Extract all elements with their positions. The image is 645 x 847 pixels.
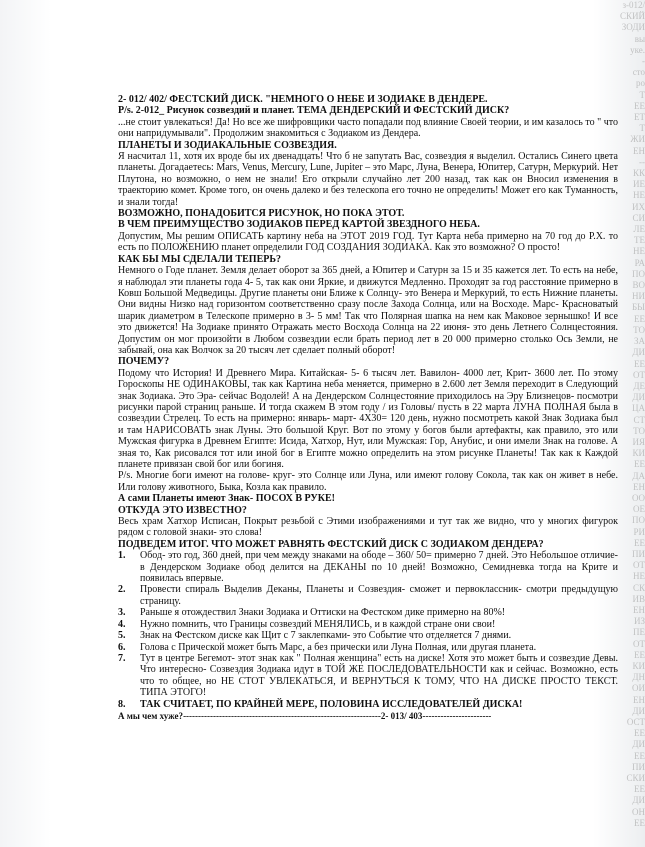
bleed-line: - [642,56,645,67]
bleed-line: ЕЕ [634,817,645,828]
bleed-line: СИ [632,212,645,223]
bleed-line: ТЕ [634,235,645,246]
list-item-text: ТАК СЧИТАЕТ, ПО КРАЙНЕЙ МЕРЕ, ПОЛОВИНА ИССЛЕДОВАТЕЛЕЙ ДИСКА! [140,698,523,710]
bleed-line: ЕЕ [634,100,645,111]
bleed-line: ОЕ [633,504,645,515]
list-item [118,630,618,641]
bleed-line: ВО [632,280,645,291]
bleed-line: вы [634,33,645,44]
footer-dashes: ------------------------------------------------------------------ [183,710,381,721]
list-item-text: Провести спираль Выделив Деканы, Планеты и Созвездия- сможет и первоклассник- смотри предыдущую страницу. [140,584,618,607]
section-paragraph: Допустим, Мы решим ОПИСАТЬ картину неба на ЭТОТ 2019 ГОД. Тут Карта неба примерно на 70 год до Р.Х. то есть по ПОЛОЖЕНИЮ планет определили ГОД СОЗДАНИЯ ЗОДИАКА. Как это возможно? О просто! [118,230,618,254]
postscript-paragraph: P/s. Многие боги имеют на голове- круг- это Солнце или Луна, или имеют голову Сокола, так как он живет в небе. Или голову животного, Быка, Козла как правило. [118,470,618,493]
bleed-line: ЕН [633,694,645,705]
list-item-number: 1. [118,550,126,562]
bleed-line: ДИ [632,347,645,358]
footer-dashes-end: ----------------------- [422,710,492,721]
list-item [118,642,618,653]
list-item-number: 8. [118,698,126,710]
bleed-line: ПО [632,268,645,279]
bleed-line: ДН [632,672,645,683]
bleed-line: ОН [632,806,645,817]
bleed-line: ИЯ [632,436,645,447]
list-item-text: Голова с Прической может быть Марс, а без прически или Луна Полная, или другая планета. [140,641,537,653]
list-item-text: Раньше я отождествил Знаки Зодиака и Оттиски на Фестском дике примерно на 80%! [140,607,506,619]
section-heading: КАК БЫ МЫ СДЕЛАЛИ ТЕПЕРЬ? [118,253,281,265]
bleed-line: ИВ [632,593,645,604]
bleed-line: ОСТ [626,717,645,727]
bleed-line: ИЗ [633,616,645,627]
bleed-line: Т [639,89,645,100]
bleed-line: КИ [632,448,645,459]
summary-list [118,550,618,710]
bleed-line: ОТ [633,638,645,649]
section-emphasis: А сами Планеты имеют Знак- ПОСОХ В РУКЕ! [118,493,335,505]
bleed-line: сто [632,67,645,78]
bleed-line: ИЕ [633,179,645,190]
bleed-line: ДЕ [633,380,645,391]
bleed-line: РА [634,257,645,268]
bleed-line: СКИ [626,773,645,784]
bleed-line: НЕ [633,571,645,582]
bleed-line: ОТ [633,369,645,380]
bleed-line: СКИЙ [619,11,645,22]
bleed-line: -- [639,156,645,167]
bleed-line: ЕН [633,604,645,615]
bleed-line: ОИ [632,683,645,694]
section-paragraph: Весь храм Хатхор Исписан, Покрыт резьбой с Этими изображениями и тут так же видно, что у многих фигурок рядом с головой знаки- это слова! [118,516,618,539]
document-subtitle: P/s. 2-012_ Рисунок созвездий и планет. ТЕМА ДЕНДЕРСКИЙ И ФЕСТСКИЙ ДИСК? [118,105,510,117]
bleed-line: Т [639,123,645,134]
section-paragraph: Немного о Годе планет. Земля делает оборот за 365 дней, а Юпитер и Сатурн за 15 и 35 кажется лет. То есть на небе, я наблюдал эти планеты года 4- 5, так как они Яркие, и движутся Медленно. Проходят за год расстояние примерно в Ковш Большой Медведицы. Другие планеты они Ближе к Солнцу- это Венера и Меркурий, то есть Нижние планеты. Они видны Низко над горизонтом соответственно сразу после Захода Солнца, или на Восходе. Марс- Красноватый шарик диаметром в Телескопе примерно в 3- 5 мм! Так что Полярная шапка на нем как Маковое зернышко! И все это движется! На Зодиаке принято Отражать место Восхода Солнца на 22 июня- это день Летнего Солнцестояния. Допустим он мог произойти в Любом созвездии если брать период лет в 20 000 примерно столько Ось Земли, не забывай, она как Волчок за 20 тысяч лет сделает полный оборот! [118,265,618,356]
bleed-line: КК [632,168,645,179]
bleed-line: СК [632,582,645,593]
bleed-line: ЕТ [634,112,645,123]
bleed-line: з-012/ [622,0,645,10]
footer-page-ref: 2- 013/ 403 [380,710,423,721]
bleed-line: ЕЕ [634,313,645,324]
list-item [118,699,618,710]
list-item [118,619,618,630]
section-paragraph: Подому что История! И Древнего Мира. Китайская- 5- 6 тысяч лет. Вавилон- 4000 лет, Крит- 3600 лет. По этому Гороскопы НЕ ОДИНАКОВЫ, так как Картина неба меняется, примерно в 2.600 лет Земля переходит в Следующий знак Зодиака. Это Эра- сейчас Водолей! А на Дендерском Солнцестояние приходилось на Эру Близнецов- посмотри рисунки парой страниц раньше. И тогда скажем В этом году / из Головы/ пусть в 22 марта ЛУНА ПОЛНАЯ была в созвездии Стрелец. То есть на примерно: январь- март- 4Х30= 120 день, нужно посмотреть какой Знак Зодиака был и там НАРИСОВАТЬ знак Луны. Это большой Круг. Вот по этому у богов были артефакты, как правило, это или Мужская фигурка в Древнем Египте: Исида, Хатхор, Нут, или Мужская: Гор, Анубис, и они имели Знак на голове. А зная то, Как рисовался тот или иной бог в Египте можно определить на этом рисунке Планеты! Так как к Каждой планете привязан свой бог или богиня. [118,367,618,470]
bleed-line: ДИ [632,392,645,403]
intro-paragraph: ...не стоит увлекаться! Да! Но все же шифровщики часто попадали под влияние Своей теории, и им казалось то " что они напридумывали". Продолжим знакомиться с Зодиаком из Дендера. [118,116,618,140]
bleed-line: ЕН [633,481,645,492]
section-heading: В ЧЕМ ПРЕИМУЩЕСТВО ЗОДИАКОВ ПЕРЕД КАРТОЙ ЗВЕЗДНОГО НЕБА. [118,219,480,231]
bleed-line: ЕЕ [634,784,645,795]
bleed-line: ПИ [632,548,645,559]
section-paragraph: Я насчитал 11, хотя их вроде бы их двенадцать! Что б не запутать Вас, созвездия я выделил. Остались Синего цвета планеты. Догадаетесь: Mars, Venus, Mercury, Lune, Jupiter – это Марс, Луна, Венера, Юпитер, Сатурн, Меркурий. Нет Плутона, но возможно, о нем не знали! Его открыли случайно лет 200 назад, так как он Вносил изменения в траекторию комет. Кроме того, он очень далеко и без телескопа его точно не определить! Может его как Туманность, и знали тогда! [118,151,619,208]
bleed-line: ПЕ [633,627,645,638]
list-item [118,550,618,584]
list-item-number: 3. [118,607,126,619]
section-heading: ОТКУДА ЭТО ИЗВЕСТНО? [118,504,247,516]
bleed-line: ЕЕ [634,750,645,761]
section-heading: ПОЧЕМУ? [118,356,170,368]
bleed-line: уке. [630,44,645,55]
bleed-line: ЕЕ [634,358,645,369]
list-item-number: 2. [118,584,126,596]
bleed-line: ОО [632,492,645,503]
bleed-line: НЕ [633,246,645,257]
bleed-line: ОТ [633,560,645,571]
bleed-line: БЫ [631,302,645,313]
bleed-line: КИ [632,660,645,671]
footer-question: А мы чем хуже? [118,710,184,721]
list-item [118,584,618,607]
list-item-text: Знак на Фестском диске как Щит с 7 заклепками- это Событие что отделяется 7 днями. [140,630,512,642]
bleed-line: ЦА [632,403,645,414]
bleed-line: ДИ [632,705,645,716]
bleed-line: ТО [633,324,645,335]
bleed-line: ДИ [632,795,645,806]
bleed-line: РИ [633,526,645,537]
bleed-line: ЕН [633,145,645,156]
bleed-line: ПИ [632,761,645,772]
bleed-line: ЖИ [630,134,645,145]
list-item [118,653,618,699]
bleed-line: ЕЕ [634,537,645,548]
list-item-number: 5. [118,630,126,642]
bleed-line: НИ [632,291,645,302]
bleed-line: ИХ [632,201,645,212]
bleed-line: ЕЕ [634,459,645,470]
document-title: 2- 012/ 402/ ФЕСТСКИЙ ДИСК. "НЕМНОГО О НЕБЕ И ЗОДИАКЕ В ДЕНДЕРЕ. [118,94,488,105]
bleed-line: ЛЕ [633,224,645,235]
list-item-number: 6. [118,641,126,653]
page-footer [118,711,618,722]
bleed-line: ро [636,78,645,89]
bleed-line: ЕЕ [634,649,645,660]
list-item-number: 7. [118,652,126,664]
bleed-line: ЗА [633,336,645,347]
section-heading: ВОЗМОЖНО, ПОНАДОБИТСЯ РИСУНОК, НО ПОКА ЭТОТ. [118,208,405,220]
bleed-line: ЗОДИ [621,22,645,33]
list-item-text: Тут в центре Бегемот- этот знак как " Полная женщина" есть на диске! Хотя это может быть и созвездие Девы. Что интересно- Созвездия Зодиака идут в ТОЙ ЖЕ ПОСЛЕДОВАТЕЛЬНОСТИ как и сейчас. Возможно, есть что то общее, но НЕ СТОТ УВЛЕКАТЬСЯ, И ВЕРНУТЬСЯ К ТОМУ, ЧТО НА ДИСКЕ ПРОСТО ТЕКСТ. ТИПА ЭТОГО! [140,652,618,699]
bleed-line: ТО [633,425,645,436]
bleed-line: НЕ [633,190,645,201]
bleed-line: СТ [633,414,645,425]
list-item-text: Обод- это год, 360 дней, при чем между знаками на ободе – 360/ 50= примерно 7 дней. Это Небольшое отличие- в Дендерском Зодиаке обод делится на ДЕКАНЫ по 10 дней! Возможно, Семидневка тогда на Крите и появилась впервые. [140,550,619,585]
list-item-number: 4. [118,618,126,630]
bleed-line: ЕЕ [634,728,645,739]
list-item-text: Нужно помнить, что Границы созвездий МЕНЯЛИСЬ, и в каждой стране они свои! [140,618,496,630]
section-heading: ПЛАНЕТЫ И ЗОДИАКАЛЬНЫЕ СОЗВЕЗДИЯ. [118,139,337,151]
bleed-line: ДА [632,470,645,481]
list-item [118,607,618,618]
bleed-line: ДИ [632,739,645,750]
document-body [118,94,618,722]
bleed-line: ПО [632,515,645,526]
section-heading: ПОДВЕДЕМ ИТОГ. ЧТО МОЖЕТ РАВНЯТЬ ФЕСТСКИЙ ДИСК С ЗОДИАКОМ ДЕНДЕРА? [118,538,544,550]
